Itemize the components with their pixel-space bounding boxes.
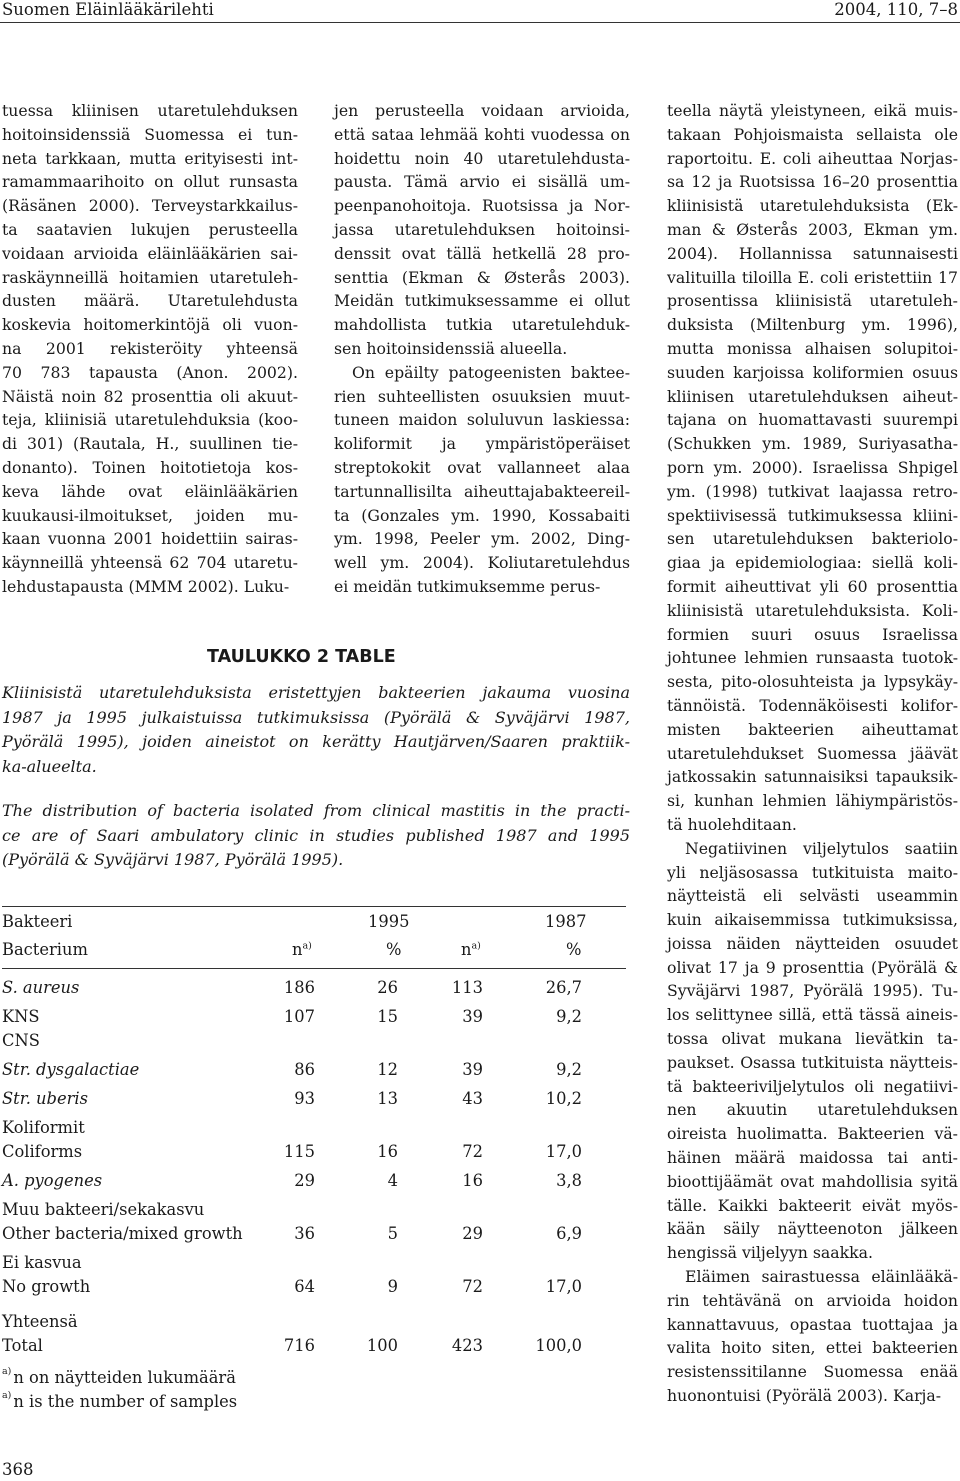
text-line: hoidettu noin 40 utaretulehdusta- <box>334 148 630 168</box>
value-pct-1995: 13 <box>377 1089 398 1108</box>
text-line: streptokokit ovat vallanneet alaa <box>334 457 630 477</box>
bacteria-table <box>0 900 628 1440</box>
text-line: bioottijäämät ovat mahdollisia syitä <box>667 1171 958 1191</box>
text-line: paukset. Osassa tutkituista näytteis- <box>667 1052 958 1072</box>
text-line: si, kunhan lehmien lähiympäristös- <box>667 791 958 811</box>
text-line: tajana on huomattavasti suurempi <box>667 410 958 430</box>
text-line: tä bakteeriviljelytulos oli negatiivi- <box>667 1076 958 1096</box>
caption-line: ka-alueelta. <box>2 756 97 776</box>
text-line: voidaan arvioida eläinlääkärien sai- <box>2 243 298 263</box>
text-line: raportoitu. E. coli aiheuttaa Norjas- <box>667 148 958 168</box>
table-footnote <box>2 1392 237 1411</box>
text-line: joissa näiden näytteiden osuudet <box>667 933 958 953</box>
text-line: giaa ja epidemiologiaa: siellä koli- <box>667 553 958 573</box>
text-line: tännöistä. Todennäköisesti kolifor- <box>667 695 958 715</box>
table-caption-english <box>2 799 630 873</box>
text-line: koskevia hoitomerkintöjä oli vuon- <box>2 315 298 335</box>
text-line: neta tarkkaan, mutta erityisesti int- <box>2 148 298 168</box>
value-n-1995: 93 <box>294 1089 315 1108</box>
text-line: että sataa lehmää kohti vuodessa on <box>334 124 630 144</box>
issue-citation: 2004, 110, 7–8 <box>834 0 958 19</box>
text-line: huonontuisi (Pyörälä 2003). Karja- <box>667 1386 942 1406</box>
row-label: Str. dysgalactiae <box>2 1060 140 1079</box>
value-pct-1995: 100 <box>366 1336 398 1355</box>
value-pct-1995: 12 <box>377 1060 398 1079</box>
row-label: KNS <box>2 1007 40 1026</box>
value-n-1987: 43 <box>462 1089 483 1108</box>
text-line: donanto). Toinen hoitotietoja kos- <box>2 457 298 477</box>
text-line: ta (Gonzales ym. 1990, Kossabaiti <box>334 505 630 525</box>
value-n-1987: 29 <box>462 1224 483 1243</box>
text-line: sen hoitoinsidenssiä alueella. <box>334 338 568 358</box>
text-line: jen perusteella voidaan arvioida, <box>334 101 630 120</box>
text-line: rin tehtävänä on arvioida hoidon <box>667 1290 958 1310</box>
table-caption-finnish <box>2 681 630 779</box>
text-line: ym. (1998) tutkivat laajassa retro- <box>667 481 958 501</box>
value-pct-1995: 9 <box>387 1277 398 1296</box>
row-label-english: CNS <box>2 1031 40 1050</box>
text-line: ramammaarihoito on ollut runsasta <box>2 172 298 192</box>
footnote-mark: a) <box>2 1366 12 1377</box>
table-top-rule <box>2 906 626 907</box>
text-line: porn ym. 2000). Israelissa Shpigel <box>667 457 958 477</box>
value-pct-1995: 5 <box>387 1224 398 1243</box>
caption-line: (Pyörälä & Syväjärvi 1987, Pyörälä 1995). <box>2 850 344 870</box>
text-line: tä huolehditaan. <box>667 814 797 834</box>
text-line: sesta, pito-olosuhteista ja lypsykäy- <box>667 672 958 692</box>
text-line: tuneen maidon soluluvun laskiessa: <box>334 410 630 430</box>
text-line: näytteistä eli selvästi useammin <box>667 886 958 906</box>
text-line: (Schukken ym. 1989, Suriyasatha- <box>667 434 958 454</box>
value-n-1987: 423 <box>451 1336 483 1355</box>
text-line: nen akuutin utaretulehduksen <box>667 1100 958 1120</box>
caption-line: Kliinisistä utaretulehduksista eristettyjen bakteerien jakauma vuosina <box>2 683 630 702</box>
text-line: na 2001 rekisteröity yhteensä <box>2 338 298 358</box>
footnote-text: n is the number of samples <box>13 1392 238 1411</box>
value-n-1995: 86 <box>294 1060 315 1079</box>
text-line: sen utaretulehduksen bakteriolo- <box>667 529 958 549</box>
text-line: jatkossakin satunnaisiksi tapauksik- <box>667 767 958 787</box>
text-line: ym. 1998, Peeler ym. 2002, Ding- <box>334 529 630 549</box>
value-n-1995: 29 <box>294 1171 315 1190</box>
text-line: raskäynneillä hoitamien utaretuleh- <box>2 267 298 287</box>
header-n-1987: $n^{a)}$ <box>461 940 481 959</box>
value-n-1987: 39 <box>462 1007 483 1026</box>
footnote-mark: a) <box>2 1390 12 1401</box>
text-line: pausta. Tämä arvio ei sisällä um- <box>334 172 630 192</box>
value-pct-1995: 26 <box>377 978 398 997</box>
value-pct-1987: 9,2 <box>556 1007 582 1026</box>
header-year-1987: 1987 <box>545 912 587 931</box>
text-line: hoitoinsidenssiä Suomessa ei tun- <box>2 124 298 144</box>
header-pct-1995: % <box>386 940 402 959</box>
value-n-1987: 72 <box>462 1277 483 1296</box>
text-line: tartunnallisilta aiheuttajabakteereil- <box>334 481 630 501</box>
text-line: kuin aikaisemmissa tutkimuksissa, <box>667 910 958 930</box>
value-n-1995: 64 <box>294 1277 315 1296</box>
value-n-1995: 36 <box>294 1224 315 1243</box>
text-line: man & Østerås 2003, Ekman ym. <box>667 219 958 239</box>
text-line: kliinisistä utaretulehduksista. Koli- <box>667 600 958 620</box>
value-n-1987: 113 <box>451 978 483 997</box>
text-line: valita hoito siten, ettei bakteerien <box>667 1338 958 1358</box>
row-label-english: Other bacteria/mixed growth <box>2 1224 243 1243</box>
value-pct-1995: 4 <box>387 1171 398 1190</box>
value-pct-1987: 17,0 <box>545 1277 582 1296</box>
value-pct-1995: 16 <box>377 1142 398 1161</box>
row-label: Koliformit <box>2 1118 85 1137</box>
value-n-1987: 72 <box>462 1142 483 1161</box>
value-n-1995: 115 <box>283 1142 315 1161</box>
text-line: suuden karjoissa koliformien osuus <box>667 362 958 382</box>
value-pct-1987: 17,0 <box>545 1142 582 1161</box>
text-line: kliinisen utaretulehduksen aiheut- <box>667 386 958 406</box>
text-line: well ym. 2004). Koliutaretulehdus <box>334 553 630 573</box>
table-header-rule <box>2 968 626 969</box>
text-line: ta saatavien lukujen perusteella <box>2 219 298 239</box>
text-line: kaan vuonna 2001 hoidettiin sairas- <box>2 529 298 549</box>
text-line: formien suuri osuus Israelissa <box>667 624 958 644</box>
text-line: denssit ovat tällä hetkellä 28 pro- <box>334 243 630 263</box>
journal-title: Suomen Eläinlääkärilehti <box>2 0 214 19</box>
header-year-1995: 1995 <box>368 912 410 931</box>
text-line: Meidän tutkimuksessamme ei ollut <box>334 291 630 311</box>
page-number: 368 <box>2 1460 34 1479</box>
value-n-1995: 716 <box>283 1336 315 1355</box>
text-line: teella näytä yleistyneen, eikä muis- <box>667 101 958 120</box>
text-line: formit aiheuttivat yli 60 prosenttia <box>667 576 958 596</box>
text-line: olivat 17 ja 9 prosenttia (Pyörälä & <box>667 957 958 977</box>
text-line: Syväjärvi 1987, Pyörälä 1995). Tu- <box>667 981 958 1001</box>
text-line: sa 12 ja Ruotsissa 16–20 prosenttia <box>667 172 958 192</box>
text-line: ei meidän tutkimuksemme perus- <box>334 576 601 596</box>
text-line: valituilla tiloilla E. coli eristettiin 17 <box>667 267 958 287</box>
text-line: kannattavuus, opastaa tuottajaa ja <box>667 1314 958 1334</box>
value-pct-1987: 10,2 <box>545 1089 582 1108</box>
caption-line: 1987 ja 1995 julkaistuissa tutkimuksissa (Pyörälä & Syväjärvi 1987, <box>2 707 630 727</box>
row-label: Ei kasvua <box>2 1253 82 1272</box>
text-line: Näistä noin 82 prosenttia oli akuut- <box>2 386 298 406</box>
caption-line: Pyörälä 1995), joiden aineistot on kerätty Hautjärven/Saaren praktiik- <box>2 732 630 752</box>
row-label-english: No growth <box>2 1277 91 1296</box>
text-line: lehdustapausta (MMM 2002). Luku- <box>2 576 290 596</box>
text-line: hengissä viljelyyn saakka. <box>667 1243 873 1263</box>
row-label-english: Total <box>2 1336 43 1355</box>
row-label: A. pyogenes <box>2 1171 103 1190</box>
text-line: rien suhteellisten osuuksien muut- <box>334 386 630 406</box>
value-pct-1987: 6,9 <box>556 1224 582 1243</box>
value-pct-1995: 15 <box>377 1007 398 1026</box>
caption-line: The distribution of bacteria isolated from clinical mastitis in the practi- <box>2 801 630 820</box>
table-label: TAULUKKO 2 TABLE <box>207 647 396 667</box>
text-column-2 <box>334 99 630 599</box>
text-line: kuukausi-ilmoitukset, joiden mu- <box>2 505 298 525</box>
text-line: keva lähde ovat eläinlääkärien <box>2 481 298 501</box>
text-line: tuessa kliinisen utaretulehduksen <box>2 101 298 120</box>
text-line: spektiivisessä tutkimuksessa kliini- <box>667 505 958 525</box>
text-line: senttia (Ekman & Østerås 2003). <box>334 267 630 287</box>
text-line: mahdollista tutkia utaretulehduk- <box>334 315 630 335</box>
text-line: 2004). Hollannissa satunnaisesti <box>667 243 958 263</box>
text-line: utaretulehdukset Suomessa jäävät <box>667 743 958 763</box>
value-pct-1987: 100,0 <box>535 1336 582 1355</box>
text-line: tälle. Kaikki bakteerit eivät myös- <box>667 1195 958 1215</box>
running-header <box>0 0 960 23</box>
text-line: resistenssitilanne Suomessa enää <box>667 1362 958 1382</box>
caption-line: ce are of Saari ambulatory clinic in studies published 1987 and 1995 <box>2 825 630 845</box>
row-label: Str. uberis <box>2 1089 88 1108</box>
text-line: käynneillä yhteensä 62 704 utaretu- <box>2 553 298 573</box>
value-pct-1987: 26,7 <box>545 978 582 997</box>
text-line: 70 783 tapausta (Anon. 2002). <box>2 362 298 382</box>
text-line: häinen määrä maidossa tai anti- <box>667 1148 958 1168</box>
header-bacterium: Bacterium <box>2 940 88 959</box>
text-line: kliinisistä utaretulehduksista (Ek- <box>667 196 958 216</box>
text-line: kään säily näytteenoton jälkeen <box>667 1219 958 1239</box>
text-line: yli neljäsosassa tutkituista maito- <box>667 862 958 882</box>
row-label: Muu bakteeri/sekakasvu <box>2 1200 205 1219</box>
text-line: oireista huolimatta. Bakteerien vä- <box>667 1124 958 1144</box>
text-line: dusten määrä. Utaretulehdusta <box>2 291 298 311</box>
text-line: teja, kliinisiä utaretulehduksia (koo- <box>2 410 298 430</box>
table-footnote <box>2 1368 236 1387</box>
text-column-3 <box>667 99 958 1408</box>
text-column-1 <box>2 99 298 599</box>
text-line: Negatiivinen viljelytulos saatiin <box>685 838 958 858</box>
text-line: johtunee lehmien runsaasta tuotok- <box>667 648 958 668</box>
text-line: peenpanohoitoja. Ruotsissa ja Nor- <box>334 196 630 216</box>
value-n-1995: 107 <box>283 1007 315 1026</box>
text-line: tossa olivat mukana lievätkin ta- <box>667 1029 958 1049</box>
row-label-english: Coliforms <box>2 1142 83 1161</box>
header-n-1995: $n^{a)}$ <box>292 940 312 959</box>
text-line: los selittynee sillä, että tässä aineis- <box>667 1005 958 1025</box>
value-n-1987: 39 <box>462 1060 483 1079</box>
text-line: di 301) (Rautala, H., suullinen tie- <box>2 434 298 454</box>
row-label: Yhteensä <box>2 1312 78 1331</box>
text-line: Eläimen sairastuessa eläinlääkä- <box>685 1267 958 1287</box>
text-line: prosentissa kliinisistä utaretuleh- <box>667 291 958 311</box>
text-line: mutta monissa alhaisen solupitoi- <box>667 338 958 358</box>
text-line: takaan Pohjoismaista sellaista ole <box>667 124 958 144</box>
text-line: On epäilty patogeenisten baktee- <box>352 362 630 382</box>
value-pct-1987: 3,8 <box>556 1171 582 1190</box>
text-line: duksista (Miltenburg ym. 1996), <box>667 315 958 335</box>
value-pct-1987: 9,2 <box>556 1060 582 1079</box>
footnote-text: n on näytteiden lukumäärä <box>13 1368 236 1387</box>
header-pct-1987: % <box>566 940 582 959</box>
row-label: S. aureus <box>2 978 80 997</box>
text-line: koliformit ja ympäristöperäiset <box>334 434 630 454</box>
text-line: jassa utaretulehduksen hoitoinsi- <box>334 219 630 239</box>
text-line: misten bakteerien aiheuttamat <box>667 719 958 739</box>
value-n-1987: 16 <box>462 1171 483 1190</box>
header-bakteeri: Bakteeri <box>2 912 73 931</box>
text-line: (Räsänen 2000). Terveystarkkailus- <box>2 196 298 216</box>
value-n-1995: 186 <box>283 978 315 997</box>
